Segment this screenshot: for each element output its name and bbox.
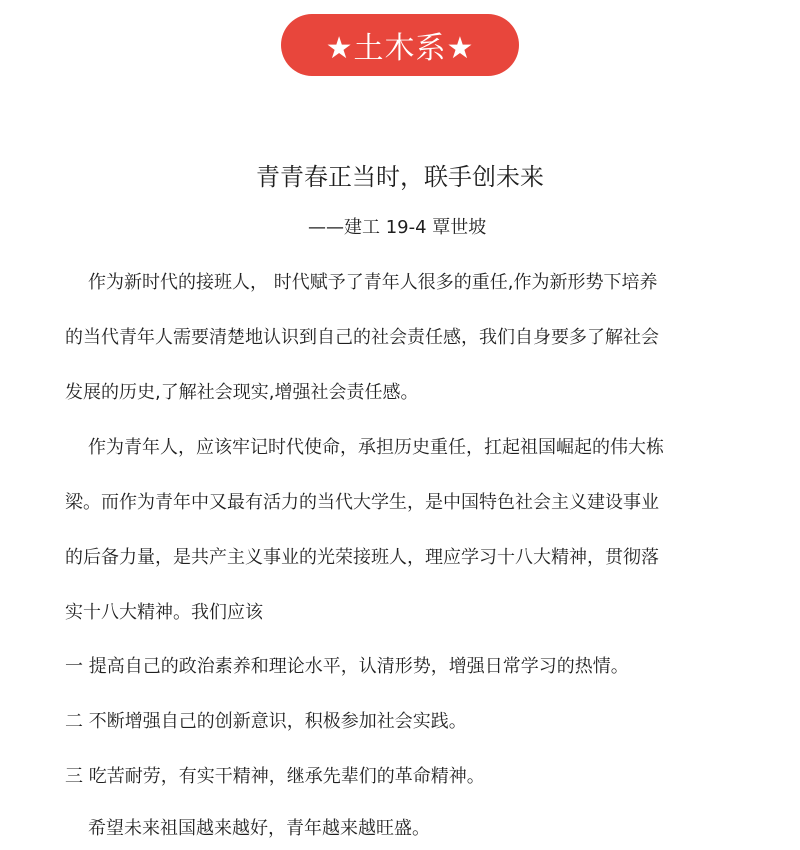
list-item-1: 一 提高自己的政治素养和理论水平，认清形势，增强日常学习的热情。 bbox=[65, 656, 629, 677]
paragraph-line: 发展的历史,了解社会现实,增强社会责任感。 bbox=[65, 382, 419, 403]
closing-line: 希望未来祖国越来越好，青年越来越旺盛。 bbox=[88, 818, 430, 839]
department-badge bbox=[281, 14, 519, 76]
paragraph-line: 实十八大精神。我们应该 bbox=[65, 602, 263, 623]
list-item-2: 二 不断增强自己的创新意识，积极参加社会实践。 bbox=[65, 711, 467, 732]
paragraph-line: 的后备力量，是共产主义事业的光荣接班人，理应学习十八大精神，贯彻落 bbox=[65, 547, 659, 568]
paragraph-line: 作为青年人，应该牢记时代使命，承担历史重任，扛起祖国崛起的伟大栋 bbox=[88, 437, 664, 458]
paragraph-line: 梁。而作为青年中又最有活力的当代大学生，是中国特色社会主义建设事业 bbox=[65, 492, 659, 513]
list-item-3: 三 吃苦耐劳，有实干精神，继承先辈们的革命精神。 bbox=[65, 766, 485, 787]
article-title: 青青春正当时，联手创未来 bbox=[256, 163, 544, 191]
department-badge-label: ★土木系★ bbox=[325, 31, 475, 66]
paragraph-line: 作为新时代的接班人， 时代赋予了青年人很多的重任,作为新形势下培养 bbox=[88, 272, 658, 293]
paragraph-line: 的当代青年人需要清楚地认识到自己的社会责任感，我们自身要多了解社会 bbox=[65, 327, 659, 348]
article-byline: ——建工 19-4 覃世坡 bbox=[308, 217, 487, 238]
